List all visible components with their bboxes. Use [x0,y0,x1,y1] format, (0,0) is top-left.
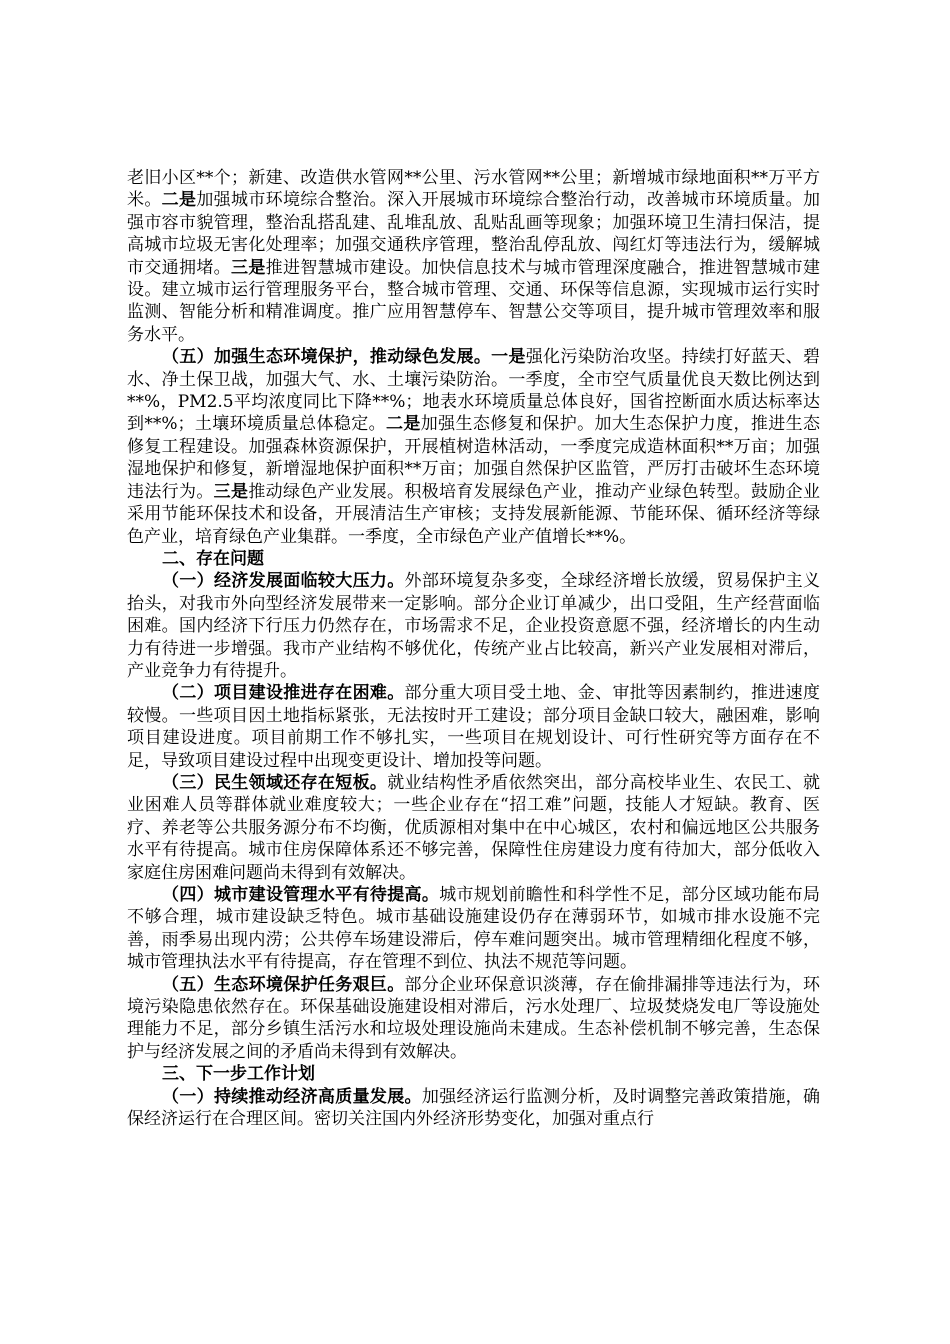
body-text: 老旧小区**个；新建、改造供水管网**公里、污水管网**公里；新增城市绿地面积**万平方米。 [127,168,820,211]
paragraph-plan-economy [127,1086,820,1131]
body-text: 推动绿色产业发展。积极培育发展绿色产业，推动产业绿色转型。鼓励企业采用节能环保技术和设备，开展清洁生产审核；支持发展新能源、节能环保、循环经济等绿色产业，培育绿色产业集群。一季度，全市绿色产业产值增长**%。 [127,481,821,547]
body-text: 二、存在问题 [162,548,264,569]
body-text: 城市规划前瞻性和科学性不足，部分区域功能布局不够合理，城市建设缺乏特色。城市基础设施建设仍存在薄弱环节，如城市排水设施不完善，雨季易出现内涝；公共停车场建设滞后，停车难问题突出。城市管理精细化程度不够，城市管理执法水平有待提高，存在管理不到位、执法不规范等问题。 [127,885,821,973]
paragraph-problem-economy [127,570,820,682]
body-text: 部分企业环保意识淡薄，存在偷排漏排等违法行为，环境污染隐患依然存在。环保基础设施建设相对滞后，污水处理厂、垃圾焚烧发电厂等设施处理能力不足，部分乡镇生活污水和垃圾处理设施尚未建成。生态补偿机制不够完善，生态保护与经济发展之间的矛盾尚未得到有效解决。 [127,974,821,1062]
bold-lead-text: （二）项目建设推进存在困难。 [162,683,405,704]
body-text: 加强经济运行监测分析，及时调整完善政策措施，确保经济运行在合理区间。密切关注国内外经济形势变化，加强对重点行 [127,1086,821,1130]
body-text: 部分重大项目受土地、金、审批等因素制约，推进速度较慢。一些项目因土地指标紧张，无法按时开工建设；部分项目金缺口较大，融困难，影响项目建设进度。项目前期工作不够扎实，一些项目在规划设计、可行性研究等方面存在不足，导致项目建设过程中出现变更设计、增加投等问题。 [127,683,821,771]
body-text: 外部环境复杂多变，全球经济增长放缓，贸易保护主义抬头，对我市外向型经济发展带来一定影响。部分企业订单减少，出口受阻，生产经营面临困难。国内经济下行压力仍然存在，市场需求不足，企业投资意愿不强，经济增长的内生动力有待进一步增强。我市产业结构不够优化，传统产业占比较高，新兴产业发展相对滞后，产业竞争力有待提升。 [127,571,821,681]
bold-lead-text: （四）城市建设管理水平有待提高。 [162,885,440,905]
bold-lead-text: （五）加强生态环境保护，推动绿色发展。一是 [162,347,526,368]
bold-lead-text: 三是 [213,481,249,502]
section-heading-next-plan [127,1063,820,1085]
body-text: 推进智慧城市建设。加快信息技术与城市管理深度融合，推进智慧城市建设。建立城市运行管理服务平台，整合城市管理、交通、环保等信息源，实现城市运行实时监测、智能分析和精准调度。推广应用智慧停车、智慧公交等项目，提升城市管理效率和服务水平。 [127,257,821,345]
paragraph-problem-projects [127,682,820,772]
paragraph-problem-urban-management [127,884,820,974]
paragraph-ecological-protection [127,346,820,548]
bold-lead-text: （一）持续推动经济高质量发展。 [162,1086,422,1107]
document-page [127,167,820,1130]
paragraph-problem-environment [127,974,820,1064]
body-text: 加强生态修复和保护。加大生态保护力度，推进生态修复工程建设。加强森林资源保护，开展植树造林活动，一季度完成造林面积**万亩；加强湿地保护和修复，新增湿地保护面积**万亩；加强自然保护区监管，严厉打击破坏生态环境违法行为。 [127,414,821,502]
bold-lead-text: （一）经济发展面临较大压力。 [162,571,405,592]
body-text: 强化污染防治攻坚。持续打好蓝天、碧水、净土保卫战，加强大气、水、土壤污染防治。一季度，全市空气质量优良天数比例达到**%，PM2.5平均浓度同比下降**%；地表水环境质量总体良好，国省控断面水质达标率达到**%；土壤环境质量总体稳定。 [127,347,821,435]
bold-lead-text: （三）民生领域还存在短板。 [162,772,388,793]
body-text: 加强城市环境综合整治。深入开展城市环境综合整治行动，改善城市环境质量。加强市容市貌管理，整治乱搭乱建、乱堆乱放、乱贴乱画等现象；加强环境卫生清扫保洁，提高城市垃圾无害化处理率；加强交通秩序管理，整治乱停乱放、闯红灯等违法行为，缓解城市交通拥堵。 [127,190,821,278]
section-heading-problems [127,548,820,570]
body-text: 三、下一步工作计划 [162,1064,315,1085]
paragraph-urban-construction [127,167,820,346]
body-text: 就业结构性矛盾依然突出，部分高校毕业生、农民工、就业困难人员等群体就业难度较大；一些企业存在“招工难”问题，技能人才短缺。教育、医疗、养老等公共服务源分布不均衡，优质源相对集中在中心城区，农村和偏远地区公共服务水平有待提高。城市住房保障体系还不够完善，保障性住房建设力度有待加大，部分低收入家庭住房困难问题尚未得到有效解决。 [127,772,821,883]
bold-lead-text: 三是 [231,257,266,278]
paragraph-problem-livelihood [127,772,820,884]
bold-lead-text: （五）生态环境保护任务艰巨。 [162,974,405,995]
bold-lead-text: 二是 [386,414,421,435]
bold-lead-text: 二是 [161,190,197,211]
